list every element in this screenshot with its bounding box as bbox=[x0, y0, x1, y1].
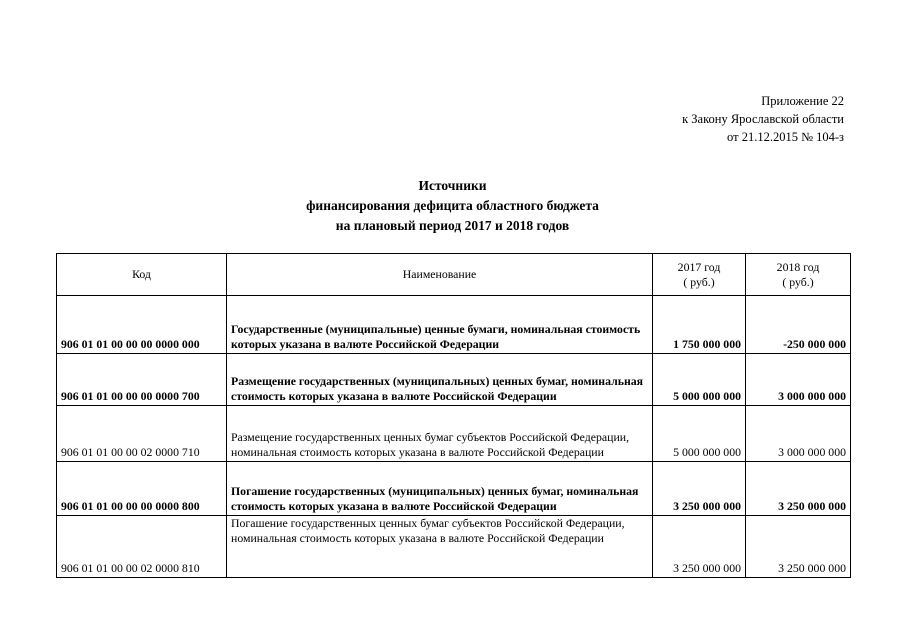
row-value-2018: -250 000 000 bbox=[746, 296, 851, 354]
header-2017-text: 2017 год ( руб.) bbox=[677, 259, 721, 289]
table-row bbox=[57, 296, 851, 354]
row-value-2017: 5 000 000 000 bbox=[653, 354, 746, 406]
row-name: Размещение государственных (муниципальных) ценных бумаг, номинальная стоимость которых указана в валюте Российской Федерации bbox=[227, 354, 653, 406]
document-title bbox=[0, 176, 905, 236]
row-code: 906 01 01 00 00 02 0000 710 bbox=[57, 406, 227, 462]
header-2018-text: 2018 год ( руб.) bbox=[776, 259, 820, 289]
row-value-2018: 3 250 000 000 bbox=[746, 462, 851, 516]
appendix-date: от 21.12.2015 № 104-з bbox=[727, 130, 844, 144]
row-value-2018: 3 000 000 000 bbox=[746, 406, 851, 462]
header-2018 bbox=[746, 254, 851, 296]
row-name: Погашение государственных (муниципальных) ценных бумаг, номинальная стоимость которых указана в валюте Российской Федерации bbox=[227, 462, 653, 516]
appendix-reference bbox=[682, 92, 844, 146]
row-code: 906 01 01 00 00 00 0000 800 bbox=[57, 462, 227, 516]
table-row bbox=[57, 462, 851, 516]
row-value-2017: 5 000 000 000 bbox=[653, 406, 746, 462]
appendix-law: к Закону Ярославской области bbox=[682, 112, 844, 126]
appendix-number: Приложение 22 bbox=[761, 94, 844, 108]
row-name: Государственные (муниципальные) ценные бумаги, номинальная стоимость которых указана в валюте Российской Федерации bbox=[227, 296, 653, 354]
table-row bbox=[57, 516, 851, 578]
row-code: 906 01 01 00 00 00 0000 700 bbox=[57, 354, 227, 406]
row-name: Размещение государственных ценных бумаг субъектов Российской Федерации, номинальная стоимость которых указана в валюте Российской Федерации bbox=[227, 406, 653, 462]
table-row bbox=[57, 354, 851, 406]
row-value-2017: 3 250 000 000 bbox=[653, 462, 746, 516]
header-2017 bbox=[653, 254, 746, 296]
title-line-1: Источники bbox=[418, 178, 487, 193]
row-value-2018: 3 000 000 000 bbox=[746, 354, 851, 406]
row-value-2017: 1 750 000 000 bbox=[653, 296, 746, 354]
table-row bbox=[57, 406, 851, 462]
financing-sources-table bbox=[56, 253, 851, 578]
title-line-3: на плановый период 2017 и 2018 годов bbox=[335, 218, 570, 233]
table-header-row bbox=[57, 254, 851, 296]
row-value-2018: 3 250 000 000 bbox=[746, 516, 851, 578]
row-code: 906 01 01 00 00 02 0000 810 bbox=[57, 516, 227, 578]
row-name: Погашение государственных ценных бумаг субъектов Российской Федерации, номинальная стоимость которых указана в валюте Российской Федерации bbox=[227, 516, 653, 578]
title-line-2: финансирования дефицита областного бюджета bbox=[306, 198, 599, 213]
header-code: Код bbox=[57, 254, 227, 296]
header-name: Наименование bbox=[227, 254, 653, 296]
row-code: 906 01 01 00 00 00 0000 000 bbox=[57, 296, 227, 354]
row-value-2017: 3 250 000 000 bbox=[653, 516, 746, 578]
